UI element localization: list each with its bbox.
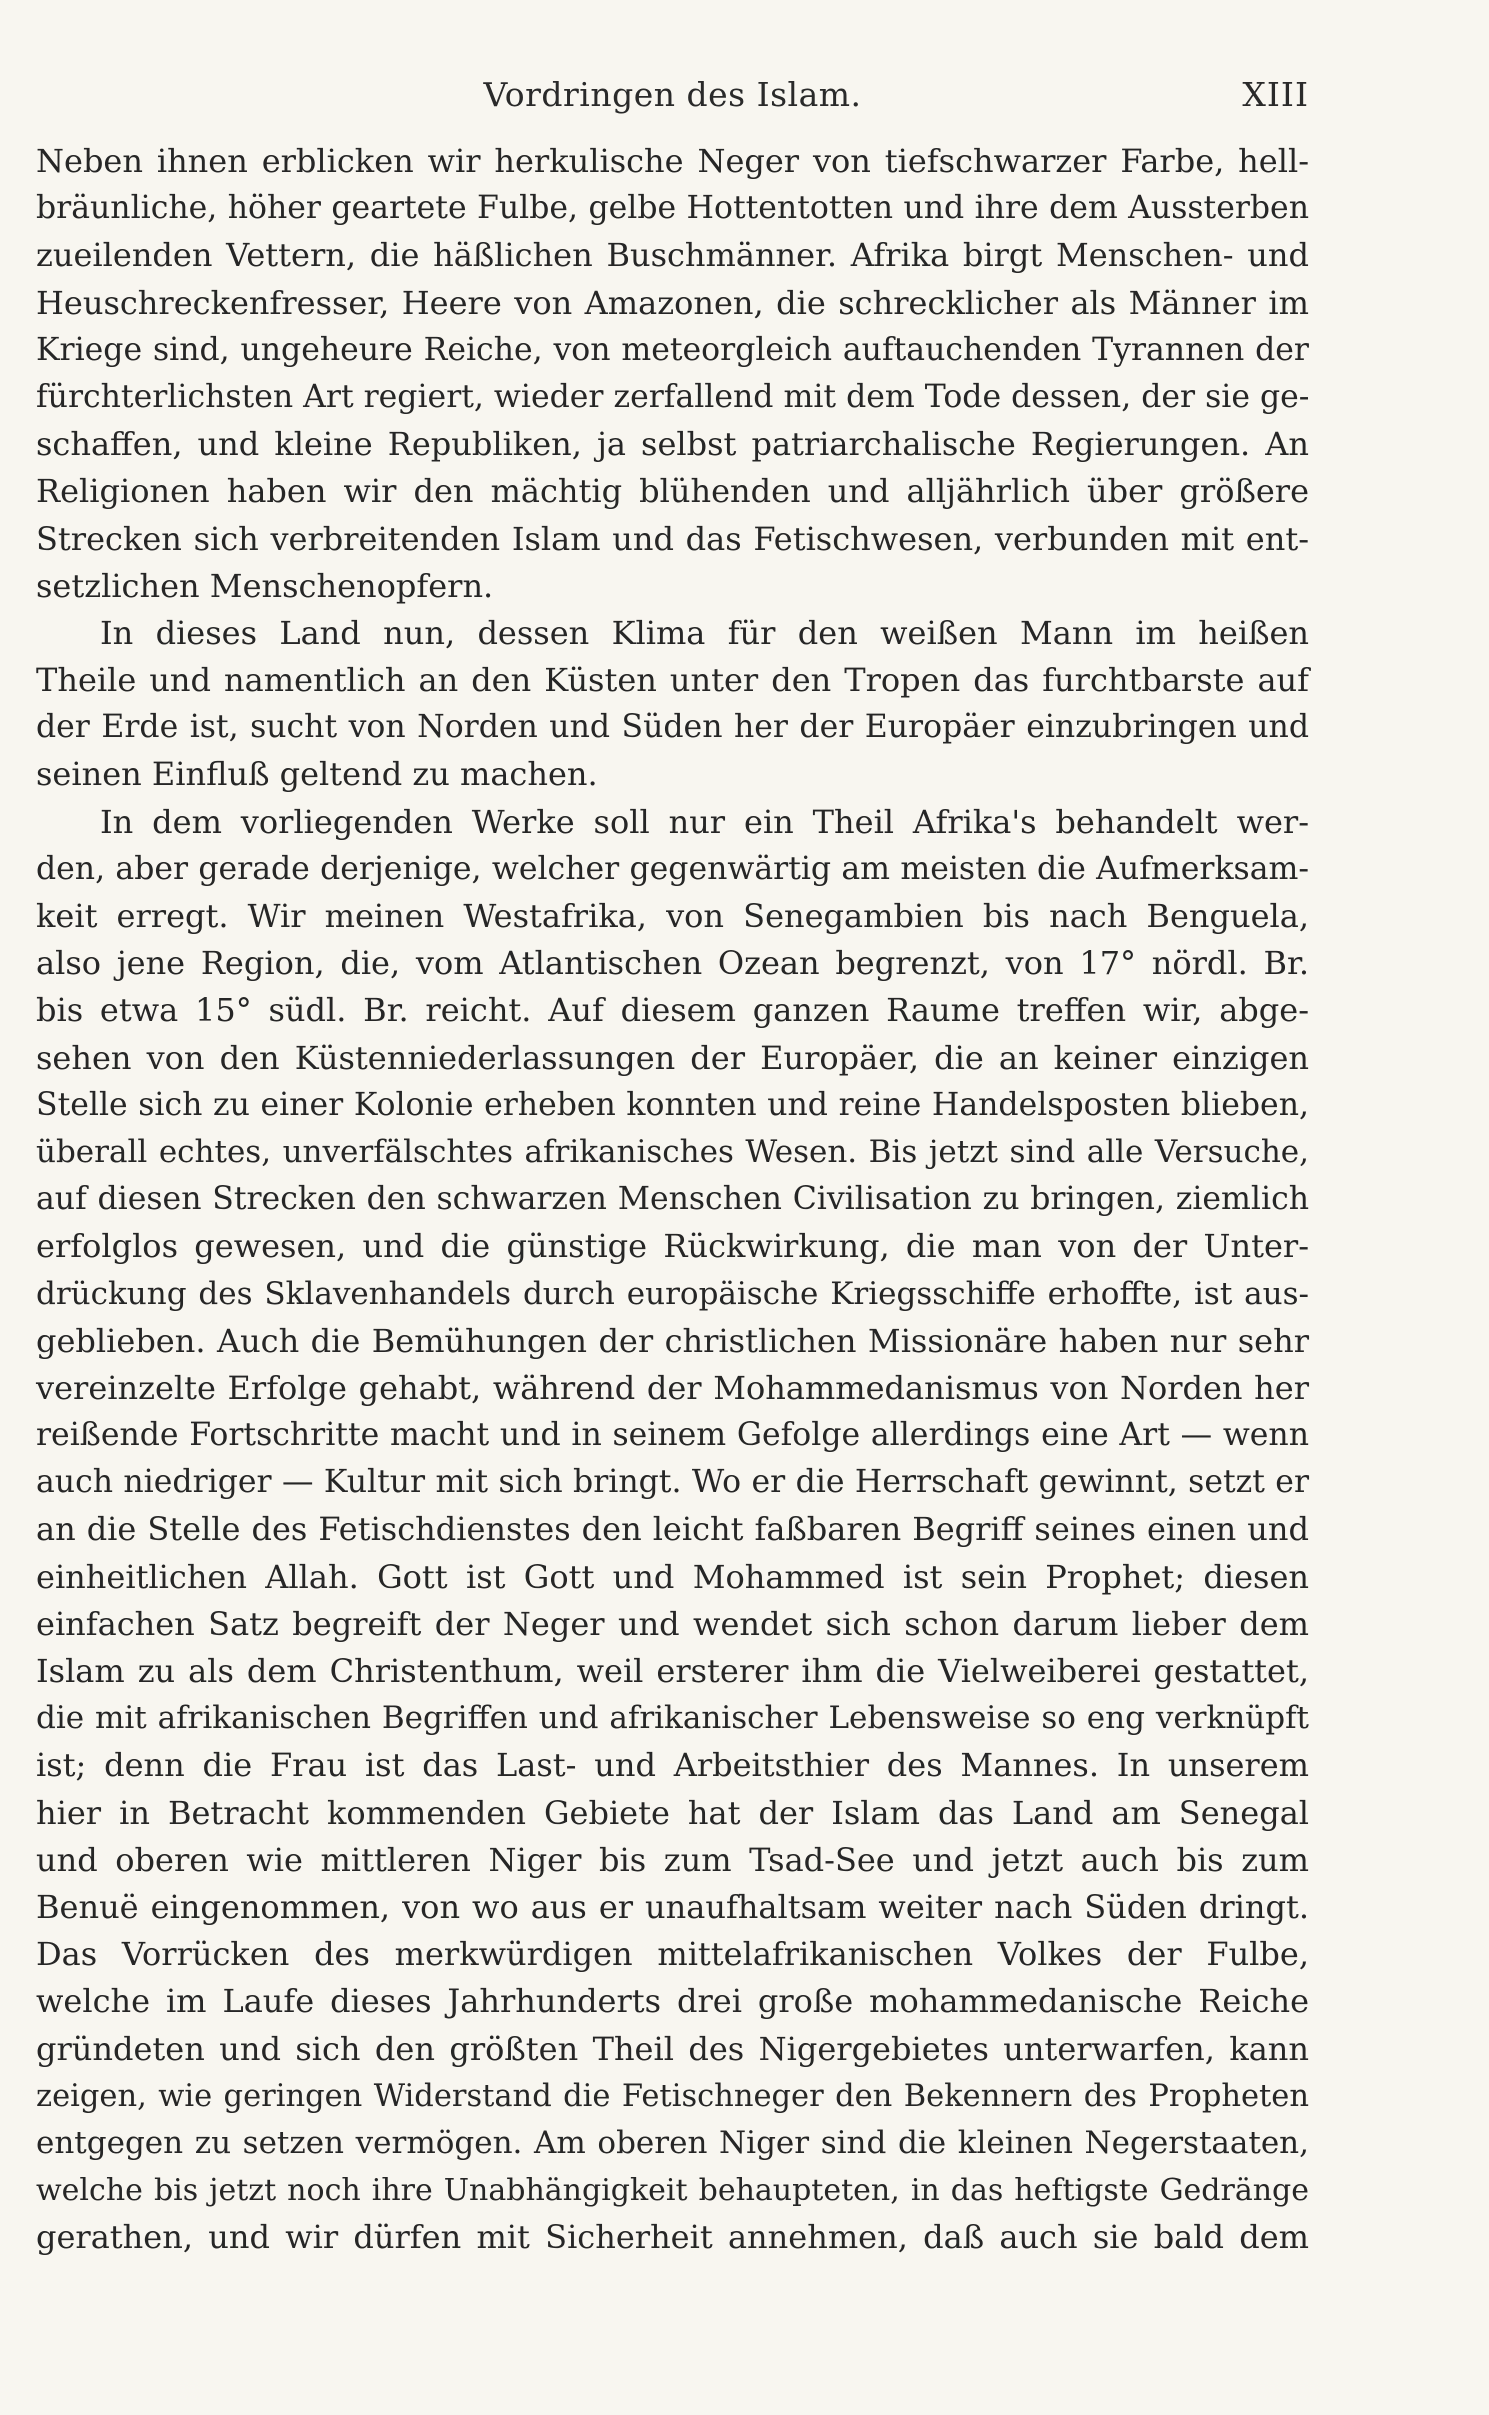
text-line: Heuschreckenfresser, Heere von Amazonen, die schrecklicher als Männer im: [36, 283, 1309, 322]
text-line: der Erde ist, sucht von Norden und Süden her der Europäer einzubringen und: [36, 709, 1309, 746]
text-line: an die Stelle des Fetischdienstes den leicht faßbaren Begriff seines einen und: [36, 1510, 1309, 1549]
text-line: einfachen Satz begreift der Neger und wendet sich schon darum lieber dem: [36, 1604, 1309, 1643]
text-line: gründeten und sich den größten Theil des Nigergebietes unterwarfen, kann: [36, 2029, 1309, 2068]
text-line: Theile und namentlich an den Küsten unter den Tropen das furchtbarste auf: [36, 661, 1309, 700]
text-line: gerathen, und wir dürfen mit Sicherheit annehmen, daß auch sie bald dem: [36, 2218, 1309, 2257]
text-line: und oberen wie mittleren Niger bis zum Tsad-See und jetzt auch bis zum: [36, 1840, 1309, 1879]
text-line: drückung des Sklavenhandels durch europäische Kriegsschiffe erhoffte, ist aus-: [36, 1275, 1309, 1312]
text-line: schaffen, und kleine Republiken, ja selbst patriarchalische Regierungen. An: [36, 425, 1309, 464]
text-line: bräunliche, höher geartete Fulbe, gelbe Hottentotten und ihre dem Aussterben: [36, 190, 1309, 227]
text-line: überall echtes, unverfälschtes afrikanisches Wesen. Bis jetzt sind alle Versuche,: [36, 1133, 1309, 1170]
text-line: auf diesen Strecken den schwarzen Menschen Civilisation zu bringen, ziemlich: [36, 1181, 1309, 1218]
text-line: welche im Laufe dieses Jahrhunderts drei große mohammedanische Reiche: [36, 1982, 1309, 2021]
text-line: sehen von den Küstenniederlassungen der Europäer, die an keiner einzigen: [36, 1038, 1309, 1077]
text-line: In dem vorliegenden Werke soll nur ein Theil Afrika's behandelt wer-: [100, 802, 1309, 841]
text-line: zeigen, wie geringen Widerstand die Fetischneger den Bekennern des Propheten: [36, 2078, 1309, 2114]
text-line: Religionen haben wir den mächtig blühenden und alljährlich über größere: [36, 472, 1309, 511]
running-head-title: Vordringen des Islam.: [483, 75, 862, 114]
text-line: die mit afrikanischen Begriffen und afrikanischer Lebensweise so eng verknüpft: [36, 1700, 1309, 1737]
text-line: Das Vorrücken des merkwürdigen mittelafrikanischen Volkes der Fulbe,: [36, 1935, 1309, 1974]
text-line: Benuë eingenommen, von wo aus er unaufhaltsam weiter nach Süden dringt.: [36, 1887, 1309, 1926]
text-line: also jene Region, die, vom Atlantischen Ozean begrenzt, von 17° nördl. Br.: [36, 944, 1309, 983]
text-line: ist; denn die Frau ist das Last- und Arbeitsthier des Mannes. In unserem: [36, 1746, 1309, 1785]
text-line: zueilenden Vettern, die häßlichen Buschmänner. Afrika birgt Menschen- und: [36, 236, 1309, 275]
text-line: seinen Einfluß geltend zu machen.: [36, 755, 598, 794]
text-line: Strecken sich verbreitenden Islam und das Fetischwesen, verbunden mit ent-: [36, 519, 1309, 558]
text-line: den, aber gerade derjenige, welcher gegenwärtig am meisten die Aufmerksam-: [36, 850, 1309, 887]
text-line: erfolglos gewesen, und die günstige Rückwirkung, die man von der Unter-: [36, 1227, 1309, 1266]
text-line: fürchterlichsten Art regiert, wieder zerfallend mit dem Tode dessen, der sie ge-: [36, 378, 1310, 415]
text-line: Kriege sind, ungeheure Reiche, von meteorgleich auftauchenden Tyrannen der: [36, 331, 1309, 368]
text-line: einheitlichen Allah. Gott ist Gott und Mohammed ist sein Prophet; diesen: [36, 1557, 1309, 1596]
text-line: vereinzelte Erfolge gehabt, während der Mohammedanismus von Norden her: [36, 1368, 1309, 1407]
text-line: Islam zu als dem Christenthum, weil ersterer ihm die Vielweiberei gestattet,: [36, 1652, 1309, 1690]
running-head: [36, 75, 1309, 125]
text-line: reißende Fortschritte macht und in seinem Gefolge allerdings eine Art — wenn: [36, 1417, 1309, 1454]
text-line: entgegen zu setzen vermögen. Am oberen Niger sind die kleinen Negerstaaten,: [36, 2124, 1309, 2161]
text-line: setzlichen Menschenopfern.: [36, 566, 494, 605]
text-line: keit erregt. Wir meinen Westafrika, von Senegambien bis nach Benguela,: [36, 897, 1309, 935]
page-number: XIII: [1242, 75, 1309, 114]
text-line: hier in Betracht kommenden Gebiete hat der Islam das Land am Senegal: [36, 1793, 1309, 1832]
text-line: In dieses Land nun, dessen Klima für den weißen Mann im heißen: [100, 613, 1309, 652]
text-line: welche bis jetzt noch ihre Unabhängigkeit behaupteten, in das heftigste Gedränge: [36, 2173, 1309, 2209]
text-line: bis etwa 15° südl. Br. reicht. Auf diesem ganzen Raume treffen wir, abge-: [36, 991, 1309, 1030]
text-line: auch niedriger — Kultur mit sich bringt. Wo er die Herrschaft gewinnt, setzt er: [36, 1464, 1309, 1501]
body-text: [36, 138, 1309, 2261]
text-line: Neben ihnen erblicken wir herkulische Neger von tiefschwarzer Farbe, hell-: [36, 142, 1309, 180]
text-line: geblieben. Auch die Bemühungen der christlichen Missionäre haben nur sehr: [36, 1321, 1309, 1360]
text-line: Stelle sich zu einer Kolonie erheben konnten und reine Handelsposten blieben,: [36, 1086, 1309, 1123]
